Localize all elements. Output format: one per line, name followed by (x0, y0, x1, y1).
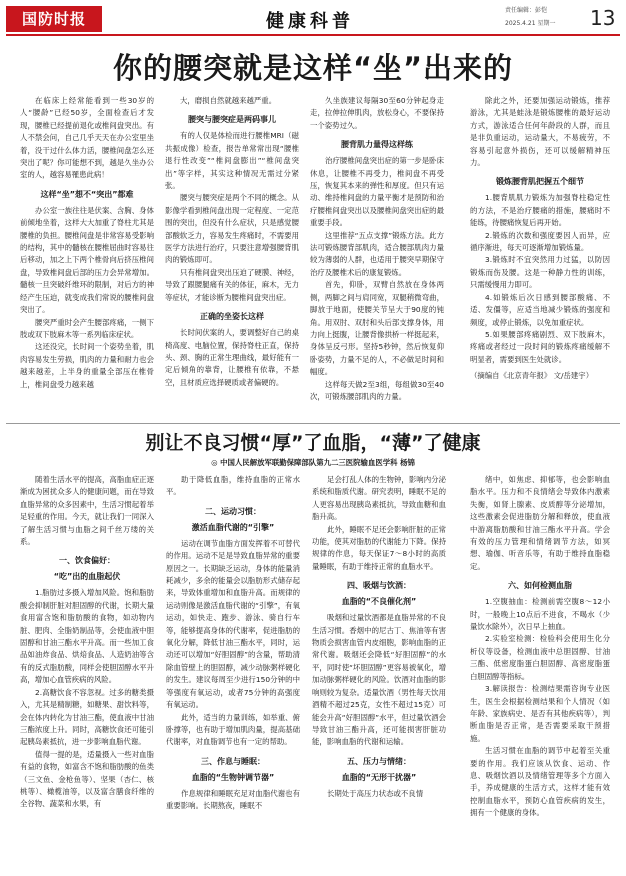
body-paragraph: 绪中，如焦虑、抑郁等，也会影响血脂水平。压力和不良情绪会导致体内激素失衡，如肾上腺素、皮质醇等分泌增加，这些激素会促进脂肪分解和释放，使血液中游离脂肪酸和甘油三酯水平升高。学会有效的压力管理和情绪调节方法，如冥想、瑜伽、听音乐等，有助于维持血脂稳定。 (470, 475, 610, 571)
article1-column-2 (165, 95, 299, 389)
article-divider (6, 423, 620, 424)
section-heading-sub: 血脂的“生物钟调节器” (191, 772, 275, 782)
article2-column-3 (312, 474, 446, 800)
body-paragraph: 这样每天做2至3组，每组做30至40次，可锻炼腰部肌肉的力量。 (310, 379, 444, 401)
body-paragraph: 运动在调节血脂方面发挥着不可替代的作用。运动不足是导致血脂异常的重要原因之一。长期缺乏运动，身体的能量消耗减少，多余的能量会以脂肪形式储存起来，导致体重增加和血脂升高。而规律的运动则像是激活血脂代谢的“引擎”，有氧运动，如快走、跑步、游泳、骑自行车等，能够提高身体的代谢率，促进脂肪的氧化分解，降低甘油三酯水平，同时，运动还可以增加“好胆固醇”的含量，帮助清除血管壁上的胆固醇，减少动脉粥样硬化的发生。建议每周至少进行150分钟的中等强度有氧运动，或者75分钟的高强度有氧运动。 (166, 538, 300, 710)
body-paragraph: 此外，睡眠不足还会影响肝脏的正常功能，使其对脂肪的代谢能力下降。保持规律的作息，每天保证7～8小时的高质量睡眠，有助于维持正常的血脂水平。 (312, 524, 446, 571)
body-paragraph: 此外，适当的力量训练，如举重、俯卧撑等，也有助于增加肌肉量，提高基础代谢率，对血脂调节也有一定的帮助。 (166, 712, 300, 747)
body-paragraph: 3.锻炼时不宜突然用力过猛，以防因锻炼而伤及腰。这是一种静力性的训练，只需缓慢用力即可。 (470, 255, 610, 290)
body-paragraph: 除此之外，还要加强运动锻炼，推荐游泳，尤其是蛙泳是锻炼腰椎的最好运动方式，游泳适合任何年龄段的人群，而且是非负重运动，运动量大，不易疲劳，不容易引起意外损伤，还可以缓解精神压力。 (470, 96, 610, 168)
body-paragraph: 吸烟和过量饮酒都是血脂异常的不良生活习惯。香烟中的尼古丁、焦油等有害物质会损害血管内皮细胞，影响血脂的正常代谢。吸烟还会降低“好胆固醇”的水平，同时使“坏胆固醇”更容易被氧化，增加动脉粥样硬化的风险。饮酒对血脂的影响则较为复杂。适量饮酒（男性每天饮用酒精不超过25克，女性不超过15克）可能会升高“好胆固醇”水平，但过量饮酒会导致甘油三酯升高，还可能损害肝脏功能，影响血脂的代谢和运输。 (312, 613, 446, 747)
body-paragraph: 这里推荐“五点支撑”锻炼方法。此方法可锻炼腰背部肌肉，适合腰部肌肉力量较为薄弱的人群，也适用于腰突早期保守治疗及腰椎术后的康复锻炼。 (310, 230, 444, 277)
body-paragraph: 治疗腰椎间盘突出症的第一步是卧床休息，让腰椎不再受力，椎间盘不再受压，恢复其本来的弹性和厚度。但只有运动、维持椎间盘的力量平衡才是预防和治疗腰椎间盘突出以及腰椎间盘突出症的最重要手段。 (310, 156, 444, 228)
body-paragraph: 腰突严重时会产生腰部疼痛，一侧下肢或双下肢麻木等一系列临床症状。 (20, 317, 154, 339)
article2-column-4 (470, 474, 610, 820)
subheading-five-details: 锻炼腰背肌把握五个细节 (496, 177, 584, 187)
article1-column-1 (20, 95, 154, 391)
subheading-exercise: 腰背肌力量得这样练 (341, 140, 413, 150)
section-heading: 六、如何检测血脂 (508, 581, 572, 591)
article2-column-1 (20, 474, 154, 811)
body-paragraph: 有的人仅是体检而进行腰椎MRI（磁共振成像）检查，报告单常常出现“腰椎退行性改变”“椎间盘膨出”“椎间盘突出”等字样，其实这种情况无需过分紧张。 (165, 131, 299, 191)
masthead-divider (6, 34, 620, 36)
subheading-posture: 正确的坐姿长这样 (200, 312, 264, 322)
body-paragraph: 5.如果腰部疼痛剧烈、双下肢麻木，疼痛或者经过一段时间的锻炼疼痛缓解不明显者，需要到医生处就诊。 (470, 329, 610, 364)
body-paragraph: 2.锻炼的次数和强度要因人而异，应循序渐进，每天可逐渐增加锻炼量。 (470, 230, 610, 253)
article-source-credit: （摘编自《北京青年报》 文/岳建宇） (470, 371, 594, 381)
body-paragraph: 助于降低血脂，维持血脂的正常水平。 (166, 475, 300, 497)
body-paragraph: 长期处于高压力状态或不良情 (327, 788, 424, 798)
section-heading-sub: 血脂的“无形干扰器” (341, 772, 417, 782)
body-paragraph: 生活习惯在血脂的调节中起着至关重要的作用。我们应该从饮食、运动、作息、吸烟饮酒以及情绪管理等多个方面入手，养成健康的生活方式，这样才能有效控制血脂水平，预防心血管疾病的发生，拥有一个健康的身体。 (470, 746, 610, 818)
section-heading-sub: “吃”出的血脂起伏 (53, 572, 121, 582)
body-paragraph: 在临床上经常能看到一些30岁的人“腰龄”已经50岁，全面检查后才发现，腰椎已经提前退化或椎间盘突出。有人不禁会问，自己几乎天天在办公室里坐着，没干过什么体力活，腰椎间盘怎么还突出了呢？你可能想不到，越是久坐办公室的人，越容易罹患此病！ (20, 96, 154, 180)
article2-column-2 (166, 474, 300, 813)
body-paragraph: 首先，仰卧，双臂自然放在身体两侧，两脚之间与肩同宽，双腿稍微弯曲，脚放于地面，使腰关节呈大于90度的钝角。用双肘、双肘和头后部支撑身体，用力向上挺腹，让腰背像拱桥一样挺起来，身体呈反弓形。坚持5秒钟，然后恢复仰卧姿势，力量不足的人，不必做足时间和幅度。 (310, 280, 444, 377)
body-paragraph: 这还没完，长时间一个姿势坐着，肌肉容易发生劳损，肌肉的力量和耐力也会越来越差，上半身的重量全部压在椎骨上，椎间盘受力越来越 (20, 342, 154, 389)
section-heading: 三、作息与睡眠： (201, 756, 265, 766)
editor-credit: 责任编辑：彭恺 (505, 7, 548, 14)
section-heading-sub: 血脂的“不良催化剂” (341, 597, 417, 607)
page-number: 13 (590, 6, 616, 30)
issue-date: 2025.4.21 星期一 (505, 20, 556, 27)
body-paragraph: 3.解读报告：检测结果需咨询专业医生，医生会根据检测结果和个人情况（如年龄、家族病史、是否有其他疾病等），判断血脂是否正常，是否需要采取干预措施。 (470, 684, 610, 743)
body-paragraph: 随着生活水平的提高，高脂血症正逐渐成为困扰众多人的健康问题，而在导致血脂异常的众多因素中，生活习惯起着举足轻重的作用。今天，就让我们一同深入了解生活习惯与血脂之间千丝万缕的关系。 (20, 475, 154, 547)
body-paragraph: 大，磨损自然就越来越严重。 (180, 96, 277, 105)
body-paragraph: 值得一提的是，适量摄入一些对血脂有益的食物，如富含不饱和脂肪酸的鱼类（三文鱼、金枪鱼等）、坚果（杏仁、核桃等）、橄榄油等，以及富含膳食纤维的全谷物、蔬菜和水果，有 (20, 749, 154, 809)
article1-column-4 (470, 95, 610, 381)
newspaper-logo: 国防时报 (6, 6, 102, 32)
body-paragraph: 1.空腹抽血：检测前需空腹8～12小时，一般晚上10点后不进食，不喝水（少量饮水除外），次日早上抽血。 (470, 597, 610, 632)
body-paragraph: 1.腰背肌肌力锻炼为加强脊柱稳定性的方法，不是治疗腰痛的措施，腰痛时不能练，待腰痛恢复后再开始。 (470, 193, 610, 228)
body-paragraph: 2.高糖饮食不容忽视。过多的糖类摄入，尤其是精制糖，如糖果、甜饮料等，会在体内转化为甘油三酯，使血液中甘油三酯浓度上升。同时，高糖饮食还可能引起胰岛素抵抗，进一步影响血脂代谢。 (20, 687, 154, 747)
article1-headline: 你的腰突就是这样“坐”出来的 (112, 51, 514, 85)
body-paragraph: 1.脂肪过多摄入增加风险。饱和脂肪酸会抑制肝脏对胆固醇的代谢，长期大量食用富含饱和脂肪酸的食物，如动物内脏、肥肉、全脂奶制品等，会使血液中胆固醇和甘油三酯水平升高。而一些加工食品如油炸食品、烘焙食品、人造奶油等含有的反式脂肪酸，同样会使胆固醇水平升高，增加心血管疾病的风险。 (20, 588, 154, 685)
section-heading: 四、吸烟与饮酒： (347, 581, 411, 591)
section-heading: 五、压力与情绪： (347, 756, 411, 766)
body-paragraph: 2.实验室检测：检验科会使用生化分析仪等设备，检测血液中总胆固醇、甘油三酯、低密度脂蛋白胆固醇、高密度脂蛋白胆固醇等指标。 (470, 634, 610, 681)
subheading-difference: 腰突与腰突症是两码事儿 (188, 115, 276, 125)
section-title: 健康科普 (266, 11, 354, 32)
body-paragraph: 作息规律和睡眠充足对血脂代谢也有重要影响。长期熬夜，睡眠不 (166, 788, 300, 811)
subheading-sitting: 这样“坐”想不“突出”都难 (40, 189, 134, 199)
body-paragraph: 办公室一族往往是伏案、含胸、身体前倾地坐着，这样大大加重了脊柱尤其是腰椎的负担。腰椎间盘是非常容易受影响的结构，其中的髓核在腰椎屈曲时容易往后移动，加之上下两个椎骨向后挤压椎间盘，导致椎间盘后部的压力会异常增加。髓核一旦突破纤维环的限制，对后方的神经产生压迫，就变成我们常说的腰椎间盘突出了。 (20, 205, 154, 315)
body-paragraph: 腰突与腰突症是两个不同的概念。从影像学看到椎间盘出现一定程度、一定范围的突出，但没有什么症状，只是感觉腰部酸软乏力，容易发生疼痛时，不需要用医学方法进行治疗，只要注意增强腰背肌肉的锻炼即可。 (165, 193, 299, 265)
article1-column-3 (310, 95, 444, 403)
section-heading: 一、饮食偏好： (59, 556, 115, 566)
body-paragraph: 只有椎间盘突出压迫了硬膜、神经，导致了跟腰腿痛有关的体征，麻木，无力等症状，才能诊断为腰椎间盘突出症。 (165, 267, 299, 302)
body-paragraph: 长时间伏案的人，要调整好自己的桌椅高度、电脑位置，保持脊柱正直，保持头、颈、胸的正常生理曲线，最好能有一定后倾角的靠背，让腰椎有依靠，不悬空，且材质应选择硬质或者偏硬的。 (165, 328, 299, 387)
body-paragraph: 4.如锻炼后次日感到腰部酸痛、不适、发僵等，应适当地减少锻炼的强度和频度，或停止锻炼，以免加重症状。 (470, 292, 610, 327)
section-heading: 二、运动习惯： (205, 506, 261, 516)
article2-headline: 别让不良习惯“厚”了血脂，“薄”了健康 (145, 432, 481, 454)
section-heading-sub: 激活血脂代谢的“引擎” (191, 522, 275, 532)
body-paragraph: 久坐族建议每隔30至60分钟起身走走，拉伸拉伸肌肉，放松身心，不要保持一个姿势过久。 (310, 96, 444, 130)
article2-byline: ◎ 中国人民解放军联勤保障部队第九二三医院输血医学科 杨锦 (211, 458, 415, 467)
body-paragraph: 足会打乱人体的生物钟，影响内分泌系统和脂质代谢。研究表明，睡眠不足的人更容易出现胰岛素抵抗，导致血糖和血脂升高。 (312, 475, 446, 522)
